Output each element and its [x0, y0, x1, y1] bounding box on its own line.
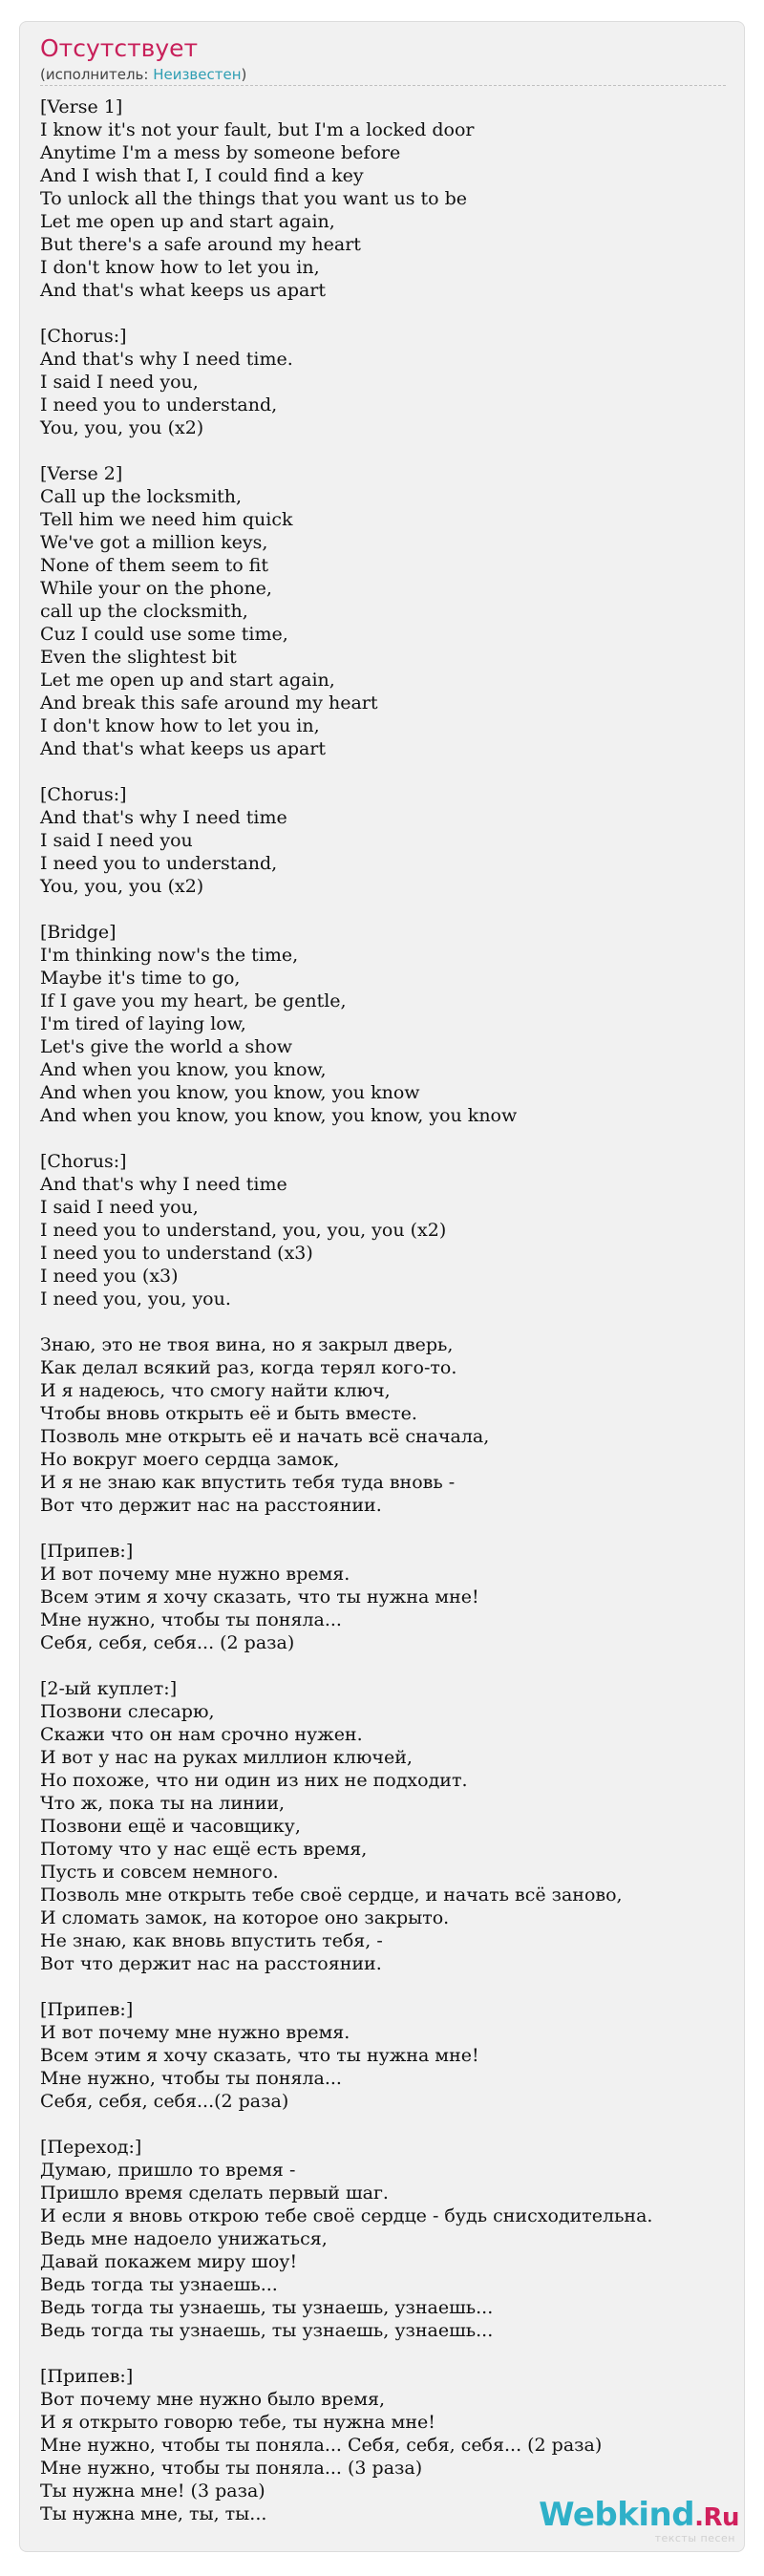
- lyric-line: And that's what keeps us apart: [40, 280, 327, 301]
- lyric-line: I need you to understand,: [40, 853, 278, 874]
- lyric-line: И вот почему мне нужно время.: [40, 1564, 350, 1585]
- lyric-line: Позволь мне открыть её и начать всё сначала,: [40, 1426, 490, 1447]
- lyric-line: And that's why I need time.: [40, 349, 293, 370]
- lyric-line: Tell him we need him quick: [40, 509, 293, 530]
- lyric-line: You, you, you (x2): [40, 876, 204, 897]
- artist-suffix: ): [241, 66, 247, 83]
- lyric-line: Let me open up and start again,: [40, 670, 335, 691]
- lyric-line: Ведь мне надоело унижаться,: [40, 2228, 328, 2249]
- lyric-line: I need you to understand (x3): [40, 1243, 313, 1264]
- logo-tld: .Ru: [694, 2503, 739, 2532]
- lyric-line: Мне нужно, чтобы ты поняла...: [40, 1609, 342, 1630]
- lyric-line: None of them seem to fit: [40, 555, 268, 576]
- logo-tagline: тексты песен: [654, 2532, 735, 2544]
- artist-line: [40, 68, 246, 82]
- lyric-line: [Bridge]: [40, 922, 117, 943]
- lyric-line: Вот что держит нас на расстоянии.: [40, 1953, 382, 1974]
- lyric-line: Как делал всякий раз, когда терял кого-то.: [40, 1357, 457, 1378]
- lyric-line: И вот почему мне нужно время.: [40, 2022, 350, 2043]
- site-logo[interactable]: [539, 2496, 739, 2544]
- lyric-line: [Chorus:]: [40, 784, 127, 805]
- lyric-line: Ты нужна мне! (3 раза): [40, 2480, 265, 2501]
- lyric-line: Let's give the world a show: [40, 1036, 293, 1057]
- lyric-line: [Припев:]: [40, 1999, 134, 2020]
- lyric-line: Что ж, пока ты на линии,: [40, 1793, 286, 1814]
- lyric-line: И я открыто говорю тебе, ты нужна мне!: [40, 2412, 435, 2433]
- lyric-line: Позвони слесарю,: [40, 1701, 215, 1722]
- lyric-line: Всем этим я хочу сказать, что ты нужна мне!: [40, 2045, 479, 2066]
- lyric-line: I know it's not your fault, but I'm a locked door: [40, 119, 475, 140]
- artist-prefix: (исполнитель:: [40, 66, 154, 83]
- lyric-line: Пришло время сделать первый шаг.: [40, 2182, 389, 2203]
- song-title: Отсутствует: [40, 34, 199, 62]
- lyric-line: Мне нужно, чтобы ты поняла... (3 раза): [40, 2458, 423, 2479]
- lyric-line: Себя, себя, себя... (2 раза): [40, 1632, 295, 1653]
- lyric-line: And break this safe around my heart: [40, 692, 378, 713]
- lyric-line: Вот почему мне нужно было время,: [40, 2389, 386, 2410]
- lyric-line: И я надеюсь, что смогу найти ключ,: [40, 1380, 391, 1401]
- lyric-line: I'm thinking now's the time,: [40, 945, 299, 966]
- lyric-line: I don't know how to let you in,: [40, 715, 320, 736]
- lyric-line: Чтобы вновь открыть её и быть вместе.: [40, 1403, 417, 1424]
- lyric-line: Cuz I could use some time,: [40, 624, 288, 645]
- lyric-line: I need you, you, you.: [40, 1288, 231, 1309]
- lyric-line: Ты нужна мне, ты, ты...: [40, 2503, 267, 2524]
- lyric-line: While your on the phone,: [40, 578, 272, 599]
- lyric-line: Себя, себя, себя...(2 раза): [40, 2091, 289, 2112]
- lyric-line: [Chorus:]: [40, 326, 127, 347]
- lyric-line: We've got a million keys,: [40, 532, 268, 553]
- lyric-line: And when you know, you know, you know, you know: [40, 1105, 518, 1126]
- lyric-line: Even the slightest bit: [40, 647, 237, 668]
- logo-brand-name: Webkind: [539, 2496, 695, 2534]
- lyric-line: Не знаю, как вновь впустить тебя, -: [40, 1930, 383, 1951]
- lyric-line: И сломать замок, на которое оно закрыто.: [40, 1907, 450, 1928]
- lyric-line: И вот у нас на руках миллион ключей,: [40, 1747, 413, 1768]
- lyric-line: Потому что у нас ещё есть время,: [40, 1839, 368, 1860]
- lyric-line: Ведь тогда ты узнаешь, ты узнаешь, узнаешь...: [40, 2320, 494, 2341]
- lyric-line: Maybe it's time to go,: [40, 968, 241, 989]
- lyric-line: Пусть и совсем немного.: [40, 1862, 279, 1883]
- lyric-line: [Переход:]: [40, 2137, 142, 2158]
- lyric-line: [2-ый куплет:]: [40, 1678, 178, 1699]
- lyric-line: Let me open up and start again,: [40, 211, 335, 232]
- lyric-line: I said I need you: [40, 830, 193, 851]
- lyric-line: Мне нужно, чтобы ты поняла...: [40, 2068, 342, 2089]
- lyric-line: Мне нужно, чтобы ты поняла... Себя, себя, себя... (2 раза): [40, 2435, 603, 2456]
- lyric-line: But there's a safe around my heart: [40, 234, 361, 255]
- lyric-line: And when you know, you know, you know: [40, 1082, 420, 1103]
- lyric-line: Знаю, это не твоя вина, но я закрыл дверь,: [40, 1334, 454, 1355]
- lyric-line: [Припев:]: [40, 1541, 134, 1562]
- logo-brand: [539, 2496, 739, 2534]
- lyric-line: I said I need you,: [40, 1197, 199, 1218]
- lyric-line: Ведь тогда ты узнаешь, ты узнаешь, узнаешь...: [40, 2297, 494, 2318]
- lyric-line: [Verse 1]: [40, 96, 123, 117]
- lyric-line: Но вокруг моего сердца замок,: [40, 1449, 340, 1470]
- lyric-line: And that's why I need time: [40, 1174, 287, 1195]
- lyric-line: Скажи что он нам срочно нужен.: [40, 1724, 363, 1745]
- lyric-line: I need you (x3): [40, 1266, 179, 1287]
- lyric-line: I said I need you,: [40, 372, 199, 393]
- artist-link[interactable]: Неизвестен: [153, 66, 242, 83]
- lyric-line: And that's what keeps us apart: [40, 738, 327, 759]
- lyric-line: Call up the locksmith,: [40, 486, 243, 507]
- lyric-line: Давай покажем миру шоу!: [40, 2251, 298, 2272]
- lyric-line: Но похоже, что ни один из них не подходит.: [40, 1770, 468, 1791]
- lyric-line: Anytime I'm a mess by someone before: [40, 142, 401, 163]
- lyric-line: Позвони ещё и часовщику,: [40, 1816, 301, 1837]
- lyric-line: И если я вновь открою тебе своё сердце - будь снисходительна.: [40, 2205, 653, 2226]
- header-divider: [40, 85, 726, 86]
- lyric-line: Ведь тогда ты узнаешь...: [40, 2274, 278, 2295]
- lyric-line: Вот что держит нас на расстоянии.: [40, 1495, 382, 1516]
- lyric-line: I need you to understand,: [40, 394, 278, 415]
- lyric-line: And that's why I need time: [40, 807, 287, 828]
- lyric-line: [Припев:]: [40, 2366, 134, 2387]
- lyric-line: And when you know, you know,: [40, 1059, 327, 1080]
- lyric-line: I need you to understand, you, you, you (x2): [40, 1220, 447, 1241]
- lyric-line: Думаю, пришло то время -: [40, 2160, 296, 2181]
- lyric-line: Всем этим я хочу сказать, что ты нужна мне!: [40, 1586, 479, 1607]
- lyric-line: [Chorus:]: [40, 1151, 127, 1172]
- lyric-line: I'm tired of laying low,: [40, 1013, 246, 1034]
- lyric-line: call up the clocksmith,: [40, 601, 248, 622]
- lyric-line: You, you, you (x2): [40, 417, 204, 438]
- lyrics-text: [40, 96, 728, 2525]
- lyric-line: [Verse 2]: [40, 463, 123, 484]
- lyric-line: И я не знаю как впустить тебя туда вновь -: [40, 1472, 456, 1493]
- lyric-line: And I wish that I, I could find a key: [40, 165, 364, 186]
- lyric-line: To unlock all the things that you want us to be: [40, 188, 468, 209]
- lyric-line: Позволь мне открыть тебе своё сердце, и начать всё заново,: [40, 1884, 623, 1905]
- lyric-line: I don't know how to let you in,: [40, 257, 320, 278]
- lyric-line: If I gave you my heart, be gentle,: [40, 990, 347, 1011]
